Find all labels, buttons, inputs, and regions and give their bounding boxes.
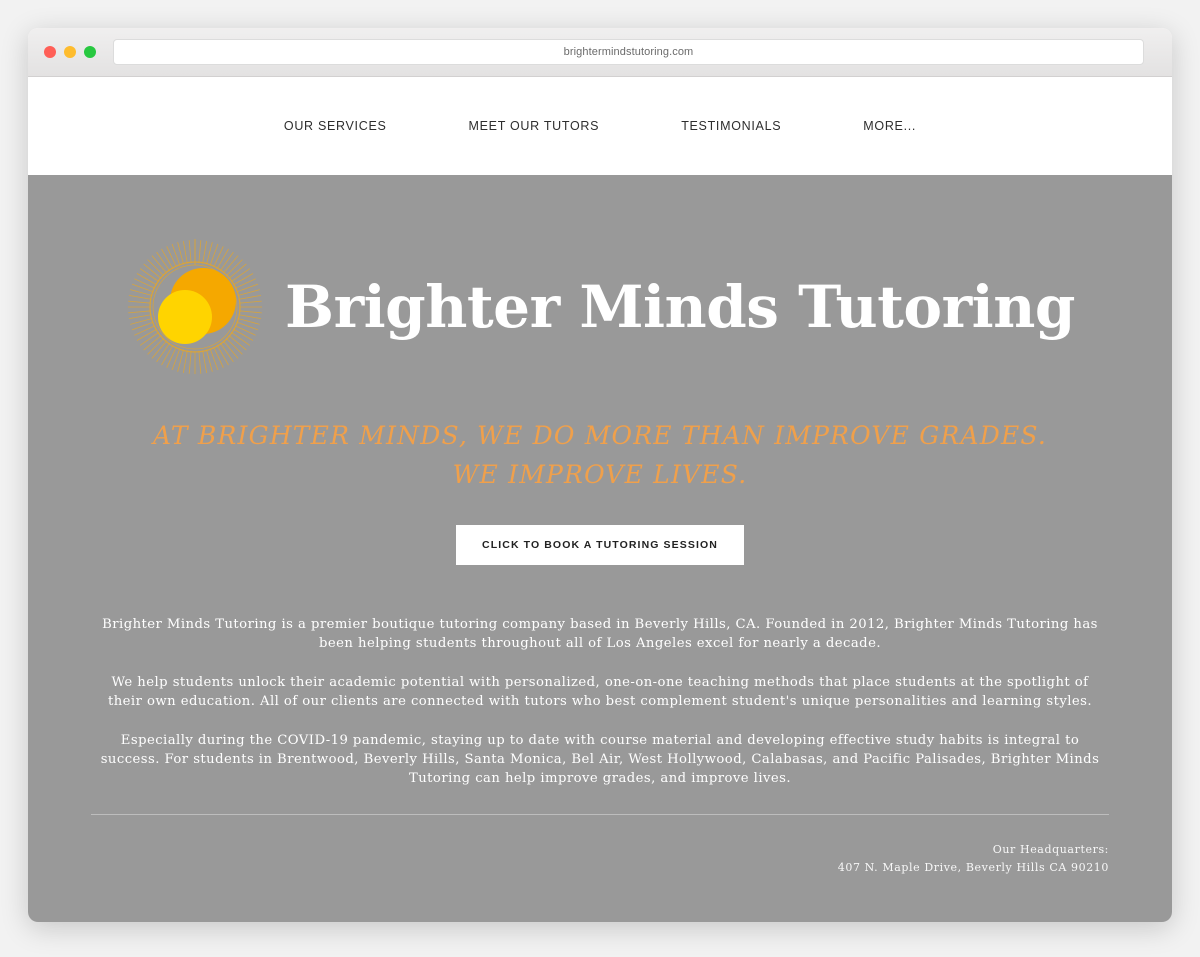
hero-paragraph-3: Especially during the COVID-19 pandemic, staying up to date with course material and developing effective study habits is integral to success. For students in Brentwood, Beverly Hills, Santa Monica, Bel Air, West Hollywood, Calabasas, and Pacific Palisades, Brighter Minds Tutoring can help improve grades, and improve lives. [100, 733, 1100, 787]
headquarters-address: 407 N. Maple Drive, Beverly Hills CA 90210 [837, 861, 1109, 875]
hero-tagline-line-2: WE IMPROVE LIVES. [452, 459, 748, 489]
hero-tagline [28, 417, 1172, 495]
section-divider [91, 814, 1109, 815]
hero-section [28, 175, 1172, 922]
site-navigation [28, 77, 1172, 175]
headquarters-label: Our Headquarters: [992, 843, 1109, 857]
cta-container [28, 525, 1172, 565]
browser-titlebar [28, 28, 1172, 77]
close-window-button[interactable] [44, 46, 56, 58]
minimize-window-button[interactable] [64, 46, 76, 58]
hero-tagline-line-1: AT BRIGHTER MINDS, WE DO MORE THAN IMPROVE GRADES. [153, 421, 1047, 450]
window-controls [44, 46, 96, 58]
hero-paragraph-2: We help students unlock their academic potential with personalized, one-on-one teaching methods that place students at the spotlight of their own education. All of our clients are connected with tutors who best complement student's unique personalities and learning styles. [107, 674, 1093, 709]
nav-item-our-services[interactable]: OUR SERVICES [283, 119, 387, 133]
hero-body-copy [95, 615, 1105, 789]
sun-logo-icon [125, 237, 265, 377]
page-title: Brighter Minds Tutoring [285, 273, 1075, 341]
nav-item-more[interactable]: MORE... [863, 119, 917, 133]
zoom-window-button[interactable] [84, 46, 96, 58]
browser-window [28, 28, 1172, 922]
hero-paragraph-1: Brighter Minds Tutoring is a premier boutique tutoring company based in Beverly Hills, CA. Founded in 2012, Brighter Minds Tutoring has been helping students throughout all of Los Angeles excel for nearly a decade. [102, 616, 1098, 651]
nav-item-testimonials[interactable]: TESTIMONIALS [681, 119, 782, 133]
nav-item-meet-our-tutors[interactable]: MEET OUR TUTORS [468, 119, 600, 133]
headquarters-block [91, 841, 1109, 876]
address-bar[interactable] [113, 39, 1144, 65]
brand-header [28, 175, 1172, 377]
book-session-button[interactable]: CLICK TO BOOK A TUTORING SESSION [456, 525, 744, 565]
address-bar-url: brightermindstutoring.com [563, 46, 694, 58]
